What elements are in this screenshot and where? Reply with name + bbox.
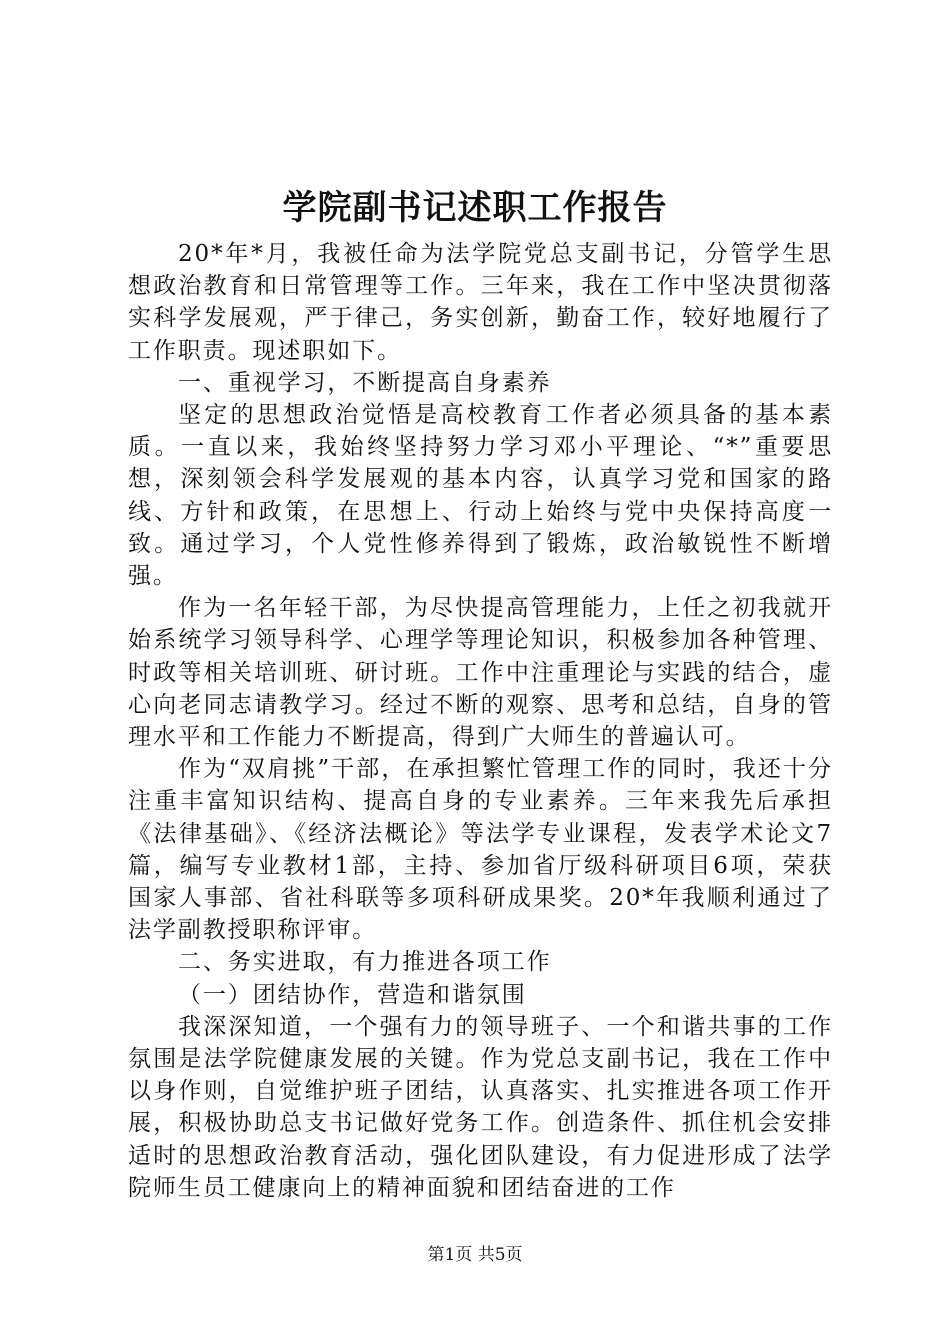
page-indicator: 第1页 共5页: [427, 1245, 523, 1265]
document-title: 学院副书记述职工作报告: [282, 188, 668, 228]
paragraph-political-study: 坚定的思想政治觉悟是高校教育工作者必须具备的基本素质。一直以来，我始终坚持努力学习邓小平理论、“*”重要思想，深刻领会科学发展观的基本内容，认真学习党和国家的路线、方针和政策，在思想上、行动上始终与党中央保持高度一致。通过学习，个人党性修养得到了锻炼，政治敏锐性不断增强。: [128, 402, 833, 590]
document-body: [128, 238, 833, 1204]
section-heading-1: 一、重视学习，不断提高自身素养: [178, 369, 552, 396]
paragraph-management-study: 作为一名年轻干部，为尽快提高管理能力，上任之初我就开始系统学习领导科学、心理学等理论知识，积极参加各种管理、时政等相关培训班、研讨班。工作中注重理论与实践的结合，虚心向老同志请教学习。经过不断的观察、思考和总结，自身的管理水平和工作能力不断提高，得到广大师生的普遍认可。: [128, 595, 833, 751]
paragraph-teamwork: 我深深知道，一个强有力的领导班子、一个和谐共事的工作氛围是法学院健康发展的关键。作为党总支副书记，我在工作中以身作则，自觉维护班子团结，认真落实、扎实推进各项工作开展，积极协助总支书记做好党务工作。创造条件、抓住机会安排适时的思想政治教育活动，强化团队建设，有力促进形成了法学院师生员工健康向上的精神面貌和团结奋进的工作: [128, 1013, 833, 1201]
section-heading-2: 二、务实进取，有力推进各项工作: [178, 949, 552, 976]
paragraph-intro: 20*年*月，我被任命为法学院党总支副书记，分管学生思想政治教育和日常管理等工作。三年来，我在工作中坚决贯彻落实科学发展观，严于律己，务实创新，勤奋工作，较好地履行了工作职责。现述职如下。: [128, 241, 833, 364]
paragraph-professional-growth: 作为“双肩挑”干部，在承担繁忙管理工作的同时，我还十分注重丰富知识结构、提高自身的专业素养。三年来我先后承担《法律基础》、《经济法概论》等法学专业课程，发表学术论文7篇，编写专业教材1部，主持、参加省厅级科研项目6项，荣获国家人事部、省社科联等多项科研成果奖。20*年我顺利通过了法学副教授职称评审。: [128, 756, 833, 944]
subsection-heading-1: （一）团结协作，营造和谐氛围: [178, 981, 527, 1008]
